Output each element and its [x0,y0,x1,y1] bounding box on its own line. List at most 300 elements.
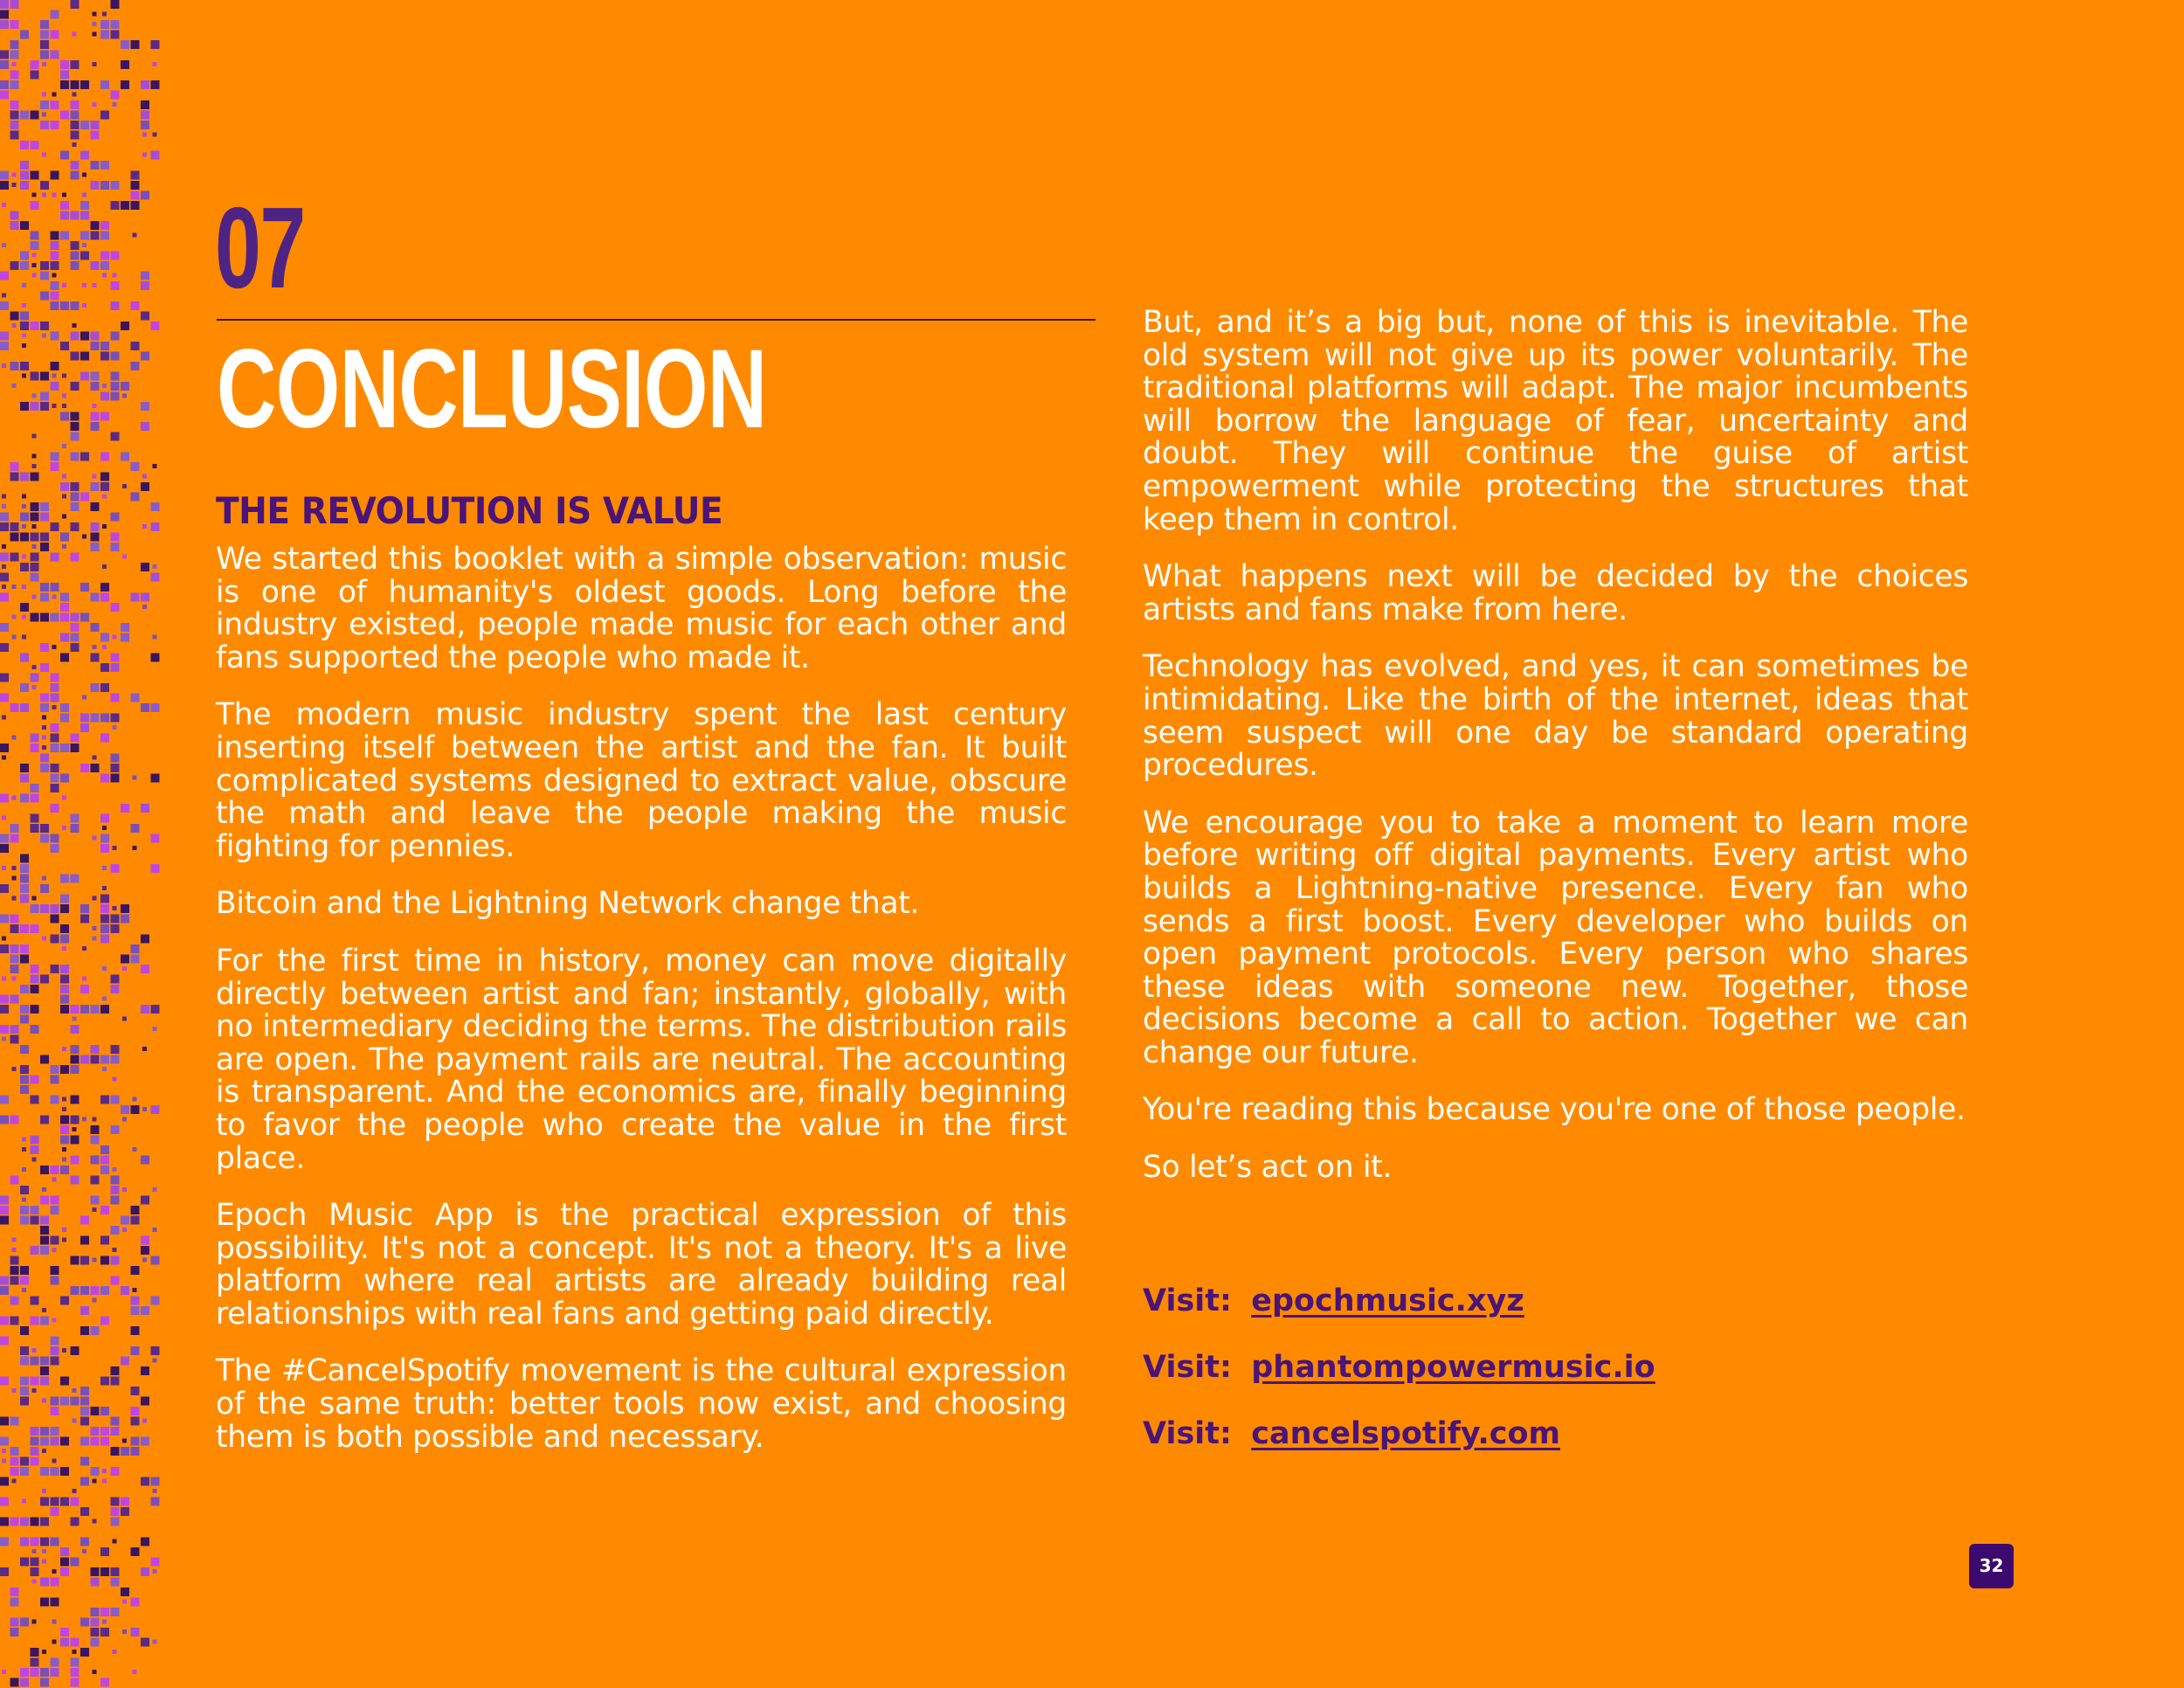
pixel-square [20,1065,29,1074]
pixel-square [31,1538,39,1546]
pixel-square [71,1668,79,1677]
pixel-square [111,714,120,723]
pixel-square [121,1216,129,1225]
pixel-square [122,484,127,488]
pixel-square [52,93,57,97]
pixel-square [20,1618,29,1627]
pixel-square [20,322,29,330]
pixel-square [42,1549,46,1553]
pixel-square [0,1437,9,1446]
pixel-square [20,1216,29,1225]
pixel-square [20,362,29,370]
pixel-square [0,995,9,1004]
pixel-square [100,352,109,361]
pixel-square [0,1196,9,1205]
pixel-square [2,243,6,247]
link-epochmusic[interactable]: epochmusic.xyz [1251,1283,1524,1318]
pixel-square [71,80,79,89]
pixel-square [0,171,9,180]
pixel-square [151,522,160,531]
pixel-square [82,535,86,539]
pixel-square [131,1306,140,1315]
pixel-square [2,866,6,870]
pixel-square [151,1498,160,1506]
pixel-square [20,924,29,933]
pixel-square [73,1650,77,1654]
pixel-square [111,392,120,401]
pixel-square [60,633,69,642]
pixel-square [100,774,109,783]
body-paragraph: Epoch Music App is the practical expression of this possibility. It's not a concept. It's not a theory. It's a live platform where real artists are already building real relationships with real fans and getting paid directly. [216,1198,1067,1332]
pixel-square [10,40,19,49]
pixel-square [80,1326,89,1335]
body-paragraph: What happens next will be decided by the choices artists and fans make from here. [1143,559,1968,627]
pixel-square [51,553,59,562]
pixel-square [52,193,57,197]
pixel-square [131,1547,140,1556]
pixel-square [0,301,9,310]
pixel-square [62,394,66,398]
pixel-square [91,1156,100,1165]
pixel-square [151,1005,160,1013]
pixel-square [60,613,69,622]
pixel-square [113,725,117,730]
pixel-square [151,703,160,712]
pixel-square [31,674,39,682]
pixel-square [153,464,157,468]
pixel-square [111,924,120,933]
pixel-square [131,462,140,471]
pixel-square [2,1459,6,1463]
pixel-square [42,745,46,750]
pixel-square [151,151,160,160]
pixel-square [51,232,59,240]
pixel-square [100,924,109,933]
pixel-square [60,1567,69,1576]
pixel-square [121,955,129,964]
pixel-square [10,522,19,531]
pixel-square [51,241,59,250]
pixel-square [10,965,19,973]
pixel-square [20,794,29,803]
pixel-square [31,573,39,582]
pixel-square [100,1437,109,1446]
pixel-square [31,553,39,562]
pixel-square [113,1650,117,1654]
pixel-square [91,623,100,632]
pixel-square [42,113,46,117]
pixel-square [0,1286,9,1295]
pixel-square [31,402,39,411]
pixel-square [111,1125,120,1134]
pixel-square [111,1608,120,1616]
pixel-square [141,804,149,813]
pixel-square [60,593,69,602]
pixel-square [111,181,120,190]
pixel-square [60,1116,69,1124]
pixel-square [10,362,19,370]
pixel-square [100,734,109,743]
pixel-square [151,573,160,582]
pixel-square [20,1467,29,1476]
pixel-square [111,252,120,260]
pixel-square [131,40,140,49]
pixel-square [31,965,39,973]
pixel-square [80,372,89,381]
pixel-square [51,1096,59,1104]
pixel-square [111,1447,120,1456]
pixel-square [10,1518,19,1526]
pixel-square [51,613,59,622]
pixel-square [32,896,37,901]
pixel-square [111,0,120,9]
pixel-square [31,513,39,522]
pixel-square [31,1025,39,1034]
pixel-square [60,995,69,1004]
pixel-square [93,12,97,17]
pixel-square [12,977,17,981]
body-paragraph: We encourage you to take a moment to learn more before writing off digital payments. Every artist who builds a Lightning-native presence. Every fan who sends a first boost. Every developer who builds on open payment protocols. Every person who shares these ideas with someone new. Together, those decisions become a call to action. Together we can change our future. [1143,805,1968,1070]
pixel-square [10,1447,19,1456]
pixel-square [51,10,59,19]
pixel-square [100,473,109,481]
pixel-square [20,221,29,230]
pixel-square [71,522,79,531]
pixel-square [122,1187,127,1192]
pixel-square [100,31,109,39]
pixel-square [51,301,59,310]
pixel-square [51,764,59,772]
pixel-square [42,193,46,197]
pixel-square [82,1117,86,1122]
pixel-square [60,482,69,491]
pixel-square [71,171,79,180]
pixel-square [131,201,140,210]
pixel-square [51,1658,59,1667]
pixel-square [91,232,100,240]
pixel-square [51,1337,59,1346]
pixel-square [0,623,9,632]
pixel-square [20,875,29,883]
pixel-square [62,1107,66,1111]
pixel-square [42,1560,46,1564]
pixel-square [100,1567,109,1576]
pixel-square [100,1317,109,1325]
pixel-square [111,31,120,39]
pixel-square [20,402,29,411]
pixel-square [71,352,79,361]
pixel-square [0,51,9,59]
pixel-square [2,585,6,589]
pixel-square [131,1447,140,1456]
pixel-square [111,1417,120,1426]
pixel-square [142,1047,147,1051]
pixel-square [40,100,49,109]
pixel-square [71,1176,79,1185]
pixel-square [51,332,59,341]
pixel-square [12,615,17,619]
pixel-square [82,946,86,951]
pixel-square [40,1166,49,1174]
pixel-square [141,1236,149,1245]
pixel-square [71,1156,79,1165]
pixel-square [91,332,100,341]
pixel-square [71,453,79,461]
pixel-square [20,533,29,542]
pixel-pattern-decoration [0,0,162,1688]
pixel-square [20,654,29,662]
pixel-square [102,12,107,17]
pixel-square [10,1467,19,1476]
pixel-square [80,613,89,622]
pixel-square [151,502,160,511]
pixel-square [32,454,37,459]
pixel-square [151,1558,160,1567]
pixel-square [40,20,49,29]
pixel-square [60,1136,69,1145]
pixel-square [151,1297,160,1305]
pixel-square [22,1147,26,1152]
pixel-square [71,502,79,511]
pixel-square [32,1549,37,1553]
pixel-square [31,1427,39,1435]
pixel-square [60,111,69,120]
pixel-square [52,1459,57,1463]
pixel-square [111,1366,120,1375]
pixel-square [22,1499,26,1504]
pixel-square [153,1569,157,1574]
pixel-square [131,301,140,310]
pixel-square [0,944,9,953]
pixel-square [93,836,97,841]
pixel-square [100,412,109,421]
pixel-square [32,1620,37,1624]
pixel-square [111,1186,120,1194]
pixel-square [60,985,69,993]
pixel-square [51,252,59,260]
pixel-square [121,804,129,813]
pixel-square [91,593,100,602]
pixel-square [93,896,97,901]
pixel-square [52,1248,57,1252]
pixel-square [2,1037,6,1041]
pixel-square [31,744,39,752]
pixel-square [91,1407,100,1415]
pixel-square [153,1640,157,1644]
pixel-square [71,643,79,652]
pixel-square [80,211,89,220]
pixel-square [22,615,26,619]
pixel-square [20,944,29,953]
pixel-square [51,281,59,290]
pixel-square [71,131,79,140]
pixel-square [40,1196,49,1205]
pixel-square [40,261,49,270]
pixel-square [111,1518,120,1526]
pixel-square [52,645,57,649]
pixel-square [71,1558,79,1567]
pixel-square [51,935,59,944]
pixel-square [153,62,157,66]
pixel-square [10,1317,19,1325]
pixel-square [80,1256,89,1265]
pixel-square [51,1065,59,1074]
pixel-square [122,1017,127,1021]
pixel-square [42,1489,46,1493]
pixel-square [12,1248,17,1252]
pixel-square [71,1116,79,1124]
pixel-square [10,924,19,933]
pixel-square [100,261,109,270]
pixel-square [0,844,9,853]
pixel-square [10,533,19,542]
pixel-square [60,935,69,944]
pixel-square [10,915,19,924]
pixel-square [31,1457,39,1466]
pixel-square [102,273,107,278]
pixel-square [71,111,79,120]
pixel-square [2,756,6,760]
pixel-square [20,683,29,692]
pixel-square [100,1678,109,1687]
pixel-square [40,613,49,622]
pixel-square [133,776,137,780]
pixel-square [2,504,6,508]
pixel-square [31,1297,39,1305]
pixel-square [0,1116,9,1124]
pixel-square [80,723,89,732]
pixel-square [40,181,49,190]
pixel-square [122,394,127,398]
pixel-square [151,80,160,89]
pixel-square [51,522,59,531]
pixel-square [0,1216,9,1225]
pixel-square [40,975,49,984]
pixel-square [40,1678,49,1687]
pixel-square [31,1145,39,1154]
body-paragraph: But, and it’s a big but, none of this is inevitable. The old system will not give up its power voluntarily. The traditional platforms will adapt. The major incumbents will borrow the language of fear, uncertainty and doubt. They will continue the guise of artist empowerment while protecting the structures that keep them in control. [1143,305,1968,537]
pixel-square [91,764,100,772]
pixel-square [22,504,26,508]
pixel-square [22,1138,26,1142]
pixel-square [52,1569,57,1574]
link-cancelspotify[interactable]: cancelspotify.com [1251,1416,1561,1451]
pixel-square [31,1377,39,1386]
pixel-square [71,1658,79,1667]
pixel-square [51,723,59,732]
pixel-square [102,384,107,388]
visit-label: Visit: [1143,1283,1233,1318]
pixel-square [80,1236,89,1245]
pixel-square [40,834,49,843]
pixel-square [71,1096,79,1104]
pixel-square [32,524,37,529]
pixel-square [151,1346,160,1355]
pixel-square [142,1258,147,1263]
pixel-square [42,716,46,720]
pixel-square [51,1498,59,1506]
pixel-square [31,1317,39,1325]
pixel-square [0,1337,9,1346]
pixel-square [100,20,109,29]
pixel-square [71,332,79,341]
pixel-square [51,1397,59,1406]
pixel-square [82,1549,86,1553]
pixel-square [151,322,160,330]
pixel-square [60,904,69,913]
pixel-square [102,564,107,569]
pixel-square [111,1377,120,1386]
pixel-square [111,1427,120,1435]
pixel-square [32,394,37,398]
pixel-square [51,804,59,813]
pixel-square [80,1538,89,1546]
pixel-square [60,211,69,220]
pixel-square [60,1547,69,1556]
pixel-square [71,382,79,391]
pixel-square [12,896,17,901]
pixel-square [113,1539,117,1544]
pixel-square [60,654,69,662]
pixel-square [62,1348,66,1352]
pixel-square [91,1326,100,1335]
pixel-square [51,1346,59,1355]
pixel-square [12,1388,17,1393]
pixel-square [113,1077,117,1082]
pixel-square [113,906,117,910]
pixel-square [31,111,39,120]
pixel-square [111,1045,120,1054]
pixel-square [91,482,100,491]
pixel-square [20,985,29,993]
pixel-square [141,1156,149,1165]
pixel-square [51,1427,59,1435]
pixel-square [80,151,89,160]
pixel-square [31,1558,39,1567]
pixel-square [111,654,120,662]
pixel-square [0,1206,9,1214]
pixel-square [153,1187,157,1192]
pixel-square [20,1326,29,1335]
pixel-square [51,774,59,783]
pixel-square [40,292,49,301]
pixel-square [10,1628,19,1636]
pixel-square [60,965,69,973]
pixel-square [80,493,89,502]
pixel-square [141,312,149,321]
pixel-square [10,473,19,481]
pixel-square [40,40,49,49]
pixel-square [0,834,9,843]
pixel-square [31,71,39,80]
pixel-square [121,904,129,913]
pixel-square [131,1216,140,1225]
pixel-square [10,1266,19,1275]
pixel-square [51,784,59,792]
pixel-square [111,543,120,551]
pixel-square [82,283,86,287]
pixel-square [10,944,19,953]
pixel-square [10,111,19,120]
pixel-square [10,121,19,129]
pixel-square [60,232,69,240]
link-phantompowermusic[interactable]: phantompowermusic.io [1251,1350,1655,1385]
pixel-square [111,915,120,924]
pixel-square [71,734,79,743]
pixel-square [100,633,109,642]
pixel-square [10,1457,19,1466]
pixel-square [100,1407,109,1415]
